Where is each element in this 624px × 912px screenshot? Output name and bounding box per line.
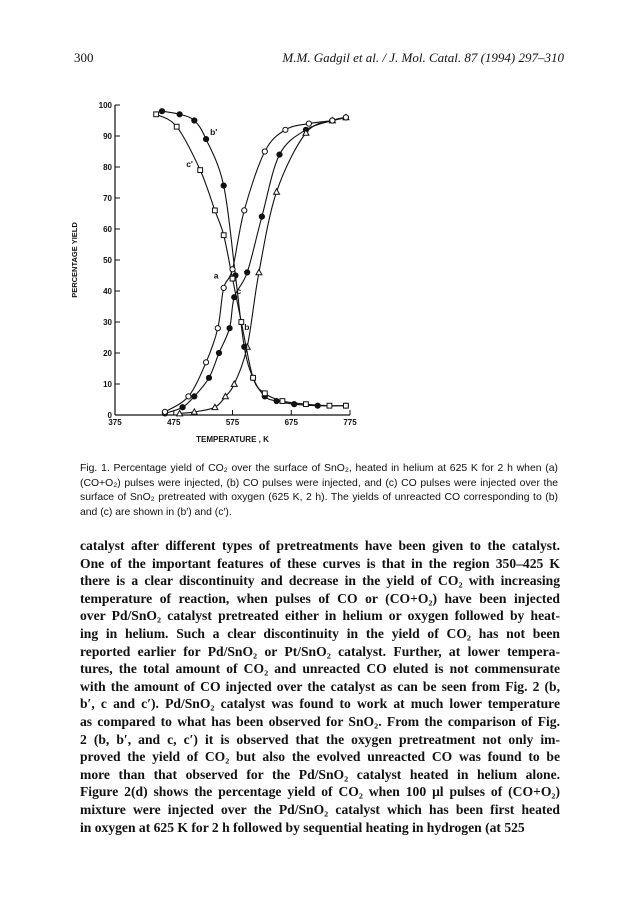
body-line: 2 (b, b′, and c, c′) it is observed that the oxygen pretreatment not only im- [80, 731, 560, 747]
page-number: 300 [74, 50, 94, 65]
x-tick-label: 575 [225, 418, 240, 427]
x-tick-label: 675 [284, 418, 298, 427]
curve-label: b' [210, 127, 218, 138]
body-line: with the amount of CO injected over the catalyst as can be seen from Fig. 2 (b, [80, 678, 560, 694]
data-point-b [256, 269, 262, 274]
y-tick-label: 0 [107, 411, 112, 420]
data-point-a [245, 270, 250, 275]
data-point-bprime [192, 118, 197, 123]
data-point-b [231, 381, 237, 386]
data-point-cprime [304, 402, 309, 407]
body-line: b′, c and c′). Pd/SnO₂ catalyst was found to work at much lower temperature [80, 696, 560, 712]
data-point-c [262, 149, 267, 154]
running-head: M.M. Gadgil et al. / J. Mol. Catal. 87 (1994) 297–310 [282, 50, 564, 65]
body-line: over Pd/SnO₂ catalyst pretreated either in helium or oxygen followed by heat- [80, 608, 560, 624]
data-point-c [203, 360, 208, 365]
body-line: proved the yield of CO₂ but also the evolved unreacted CO was found to be [80, 749, 560, 765]
data-point-cprime [154, 112, 159, 117]
data-point-bprime [274, 398, 279, 403]
y-tick-label: 30 [103, 318, 112, 327]
data-point-c [162, 409, 167, 414]
y-tick-label: 60 [103, 225, 112, 234]
curve-label: a [213, 270, 219, 281]
data-point-a [180, 405, 185, 410]
data-point-bprime [221, 183, 226, 188]
data-point-a [192, 394, 197, 399]
data-point-c [343, 115, 348, 120]
series-line-b [180, 117, 346, 413]
data-point-b [212, 404, 218, 409]
data-point-cprime [221, 233, 226, 238]
y-tick-label: 70 [103, 194, 112, 203]
body-text [80, 537, 560, 836]
data-point-c [230, 267, 235, 272]
y-axis-label: PERCENTAGE YIELD [70, 222, 79, 298]
body-line: mixture were injected over the Pd/SnO₂ catalyst which has been first heated [80, 801, 560, 817]
data-point-a [216, 350, 221, 355]
data-point-cprime [251, 375, 256, 380]
data-point-a [277, 152, 282, 157]
data-point-bprime [203, 137, 208, 142]
data-point-bprime [292, 402, 297, 407]
y-tick-label: 40 [103, 287, 112, 296]
curve-label: b [244, 322, 250, 333]
data-point-b [274, 189, 280, 194]
body-line: One of the important features of these curves is that in the region 350–425 K [80, 555, 560, 571]
body-line: tures, the total amount of CO₂ and unreacted CO eluted is not commensurate [80, 661, 560, 677]
y-tick-label: 90 [103, 132, 112, 141]
body-line: catalyst after different types of pretreatments have been given to the catalyst. [80, 538, 560, 553]
body-line: there is a clear discontinuity and decrease in the yield of CO₂ with increasing [80, 573, 560, 589]
data-point-cprime [239, 320, 244, 325]
data-point-bprime [177, 112, 182, 117]
data-point-bprime [315, 403, 320, 408]
figure-caption: Fig. 1. Percentage yield of CO₂ over the surface of SnO₂, heated in helium at 625 K for 2 h when (a) (CO+O₂) pulses were injected, (b) CO pulses were injected, and (c) CO pulses were injected over the surface of SnO₂ pretreated with oxygen (625 K, 2 h). The yields of unreacted CO corresponding to (b) and (c) are shown in (b′) and (c′). [80, 463, 558, 518]
y-tick-label: 100 [98, 101, 112, 110]
x-tick-label: 475 [167, 418, 181, 427]
page-header [74, 50, 564, 70]
data-point-cprime [280, 399, 285, 404]
body-line: more than that observed for the Pd/SnO₂ catalyst heated in helium alone. [80, 766, 560, 782]
body-line: Figure 2(d) shows the percentage yield of CO₂ when 100 μl pulses of (CO+O₂) [80, 784, 560, 800]
y-tick-label: 50 [103, 256, 112, 265]
body-line: reported earlier for Pd/SnO₂ or Pt/SnO₂ catalyst. Further, at lower tempera- [80, 643, 560, 659]
x-tick-label: 775 [343, 418, 357, 427]
y-tick-label: 80 [103, 163, 112, 172]
chart-curves [156, 111, 346, 413]
data-point-cprime [343, 403, 348, 408]
data-point-c [306, 121, 311, 126]
y-tick-label: 10 [103, 380, 112, 389]
body-line: as compared to what has been observed for SnO₂. From the comparison of Fig. [80, 713, 560, 729]
data-point-a [227, 326, 232, 331]
data-point-bprime [242, 344, 247, 349]
figure-1-chart [60, 95, 390, 450]
data-point-a [206, 375, 211, 380]
x-axis-label: TEMPERATURE , K [196, 435, 269, 444]
data-point-c [330, 118, 335, 123]
data-point-cprime [198, 168, 203, 173]
data-point-cprime [174, 124, 179, 129]
body-line: in oxygen at 625 K for 2 h followed by sequential heating in hydrogen (at 525 [80, 819, 525, 835]
y-tick-label: 20 [103, 349, 112, 358]
data-point-c [215, 326, 220, 331]
data-point-cprime [262, 391, 267, 396]
data-point-c [221, 285, 226, 290]
data-point-bprime [159, 109, 164, 114]
curve-label: c [236, 286, 242, 296]
data-point-c [242, 208, 247, 213]
data-point-a [259, 214, 264, 219]
data-point-c [186, 394, 191, 399]
data-point-cprime [327, 403, 332, 408]
series-line-bprime [162, 111, 346, 406]
curve-label: c' [186, 159, 193, 170]
body-line: ing in helium. Such a clear discontinuity in the yield of CO₂ has not been [80, 625, 560, 641]
data-point-c [283, 127, 288, 132]
x-tick-label: 375 [108, 418, 122, 427]
body-line: temperature of reaction, when pulses of CO or (CO+O₂) have been injected [80, 590, 560, 606]
data-point-cprime [230, 276, 235, 281]
data-point-cprime [212, 208, 217, 213]
